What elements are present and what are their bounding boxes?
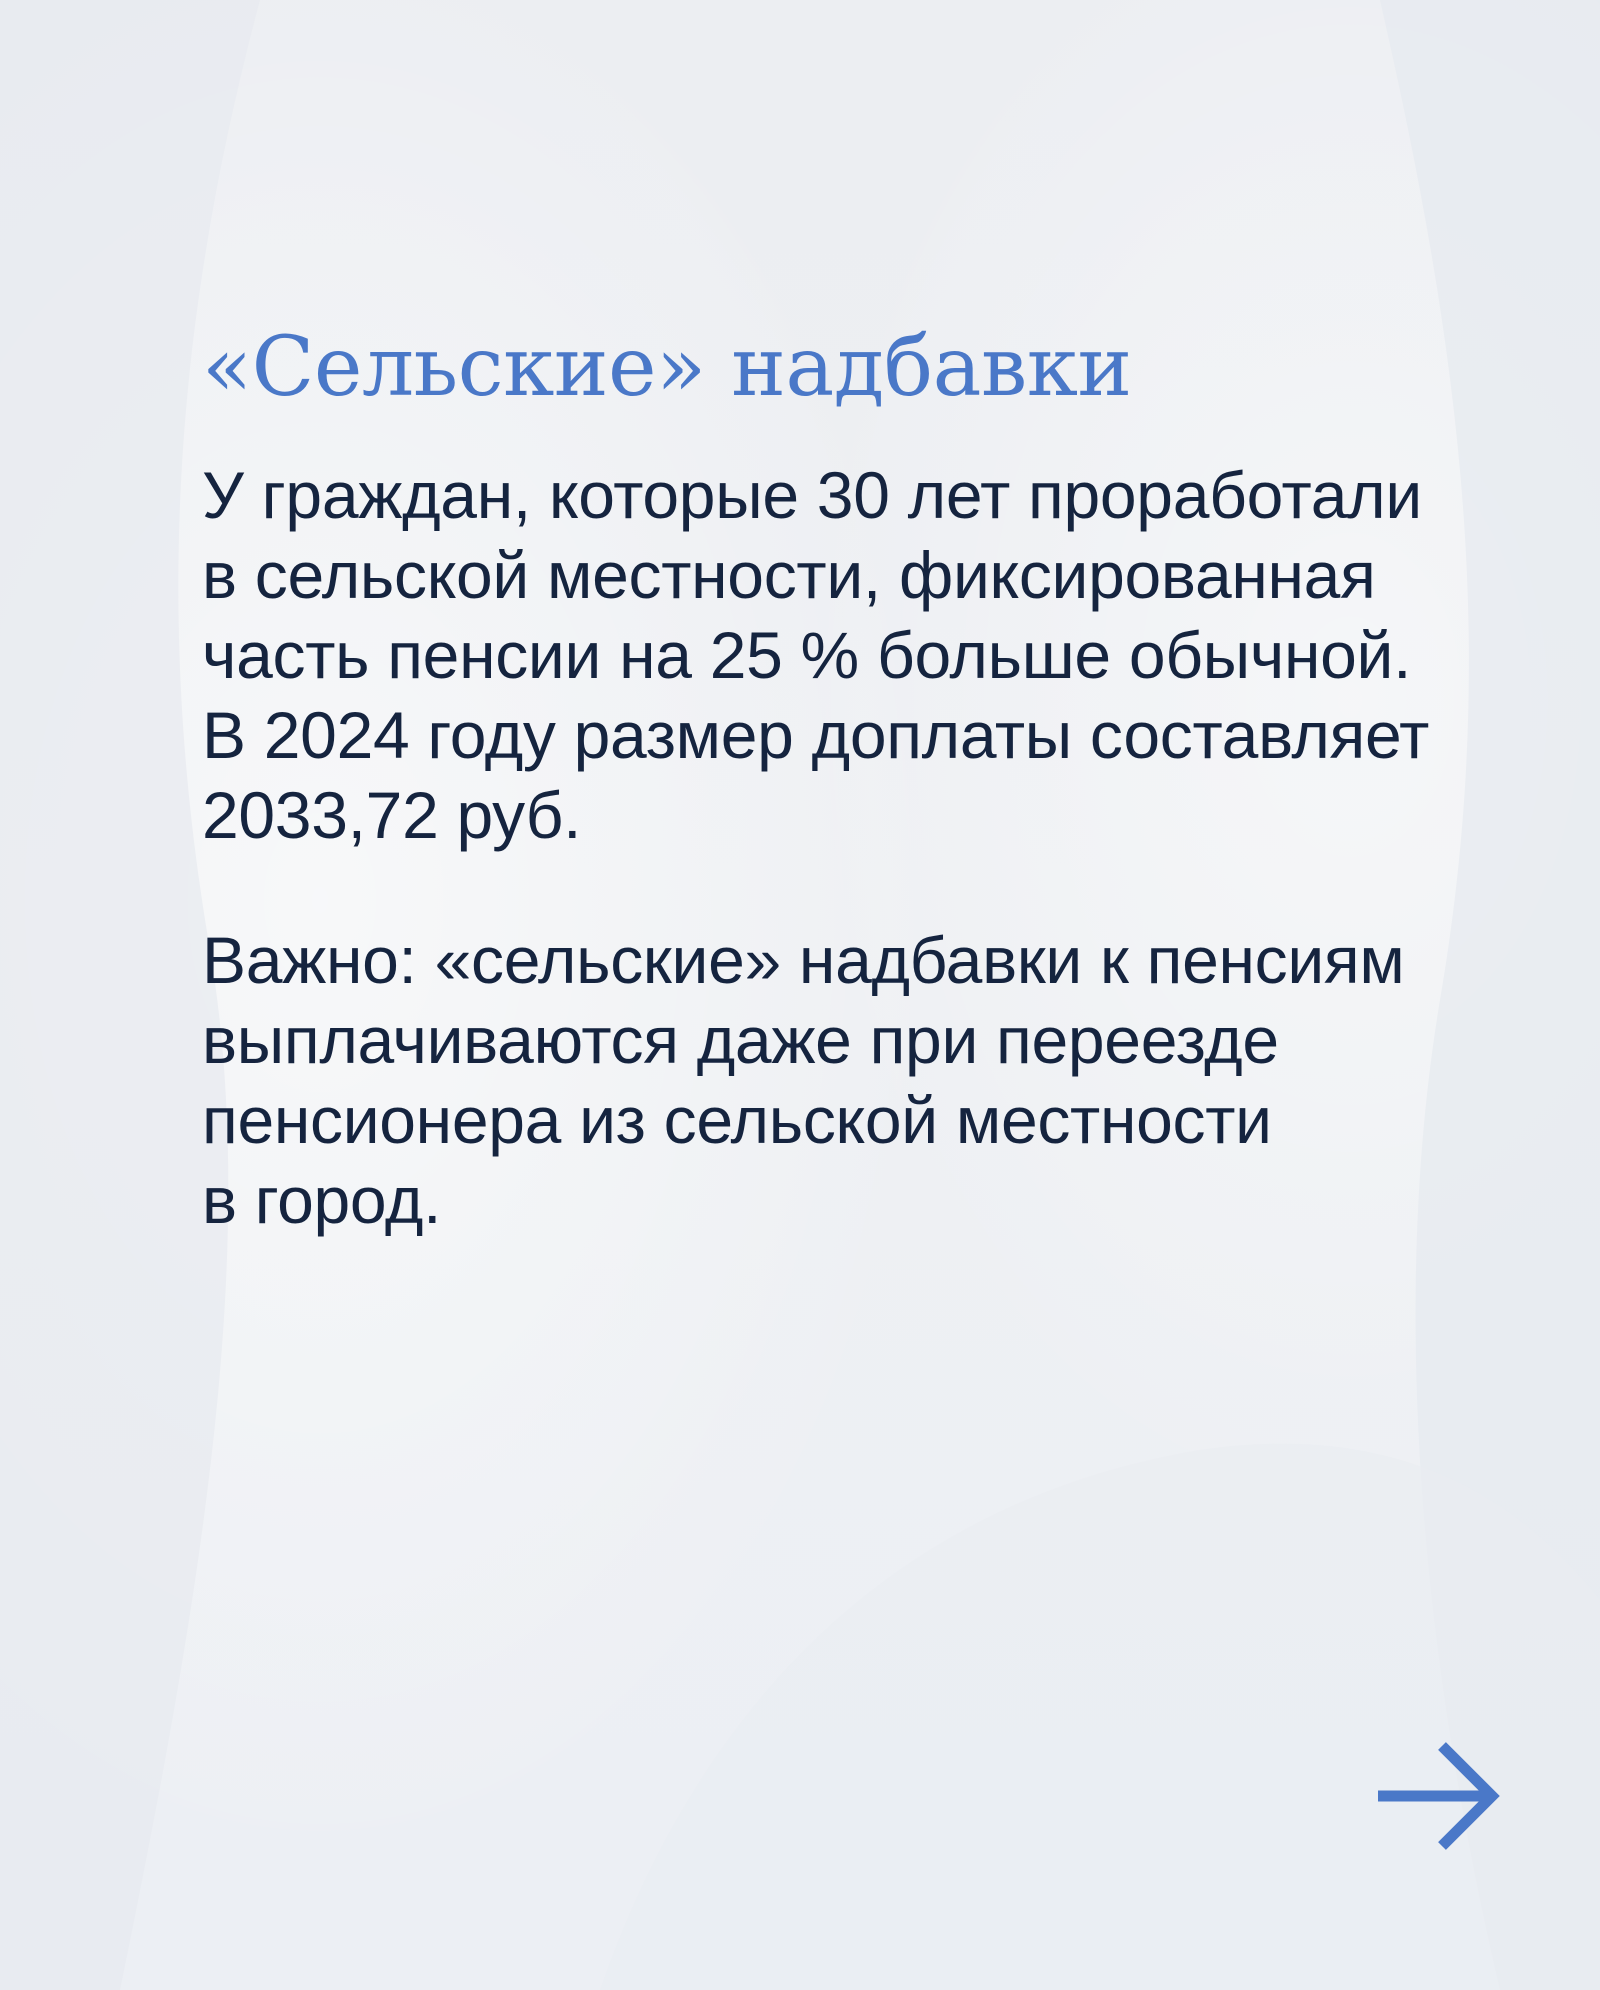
next-slide-button[interactable] <box>1372 1730 1504 1862</box>
paragraph-rural-supplement: У граждан, которые 30 лет проработали в сельской местности, фиксированная часть пенсии на 25 % больше обычной. В 2024 году размер доплаты составляет 2033,72 руб. <box>202 458 1430 852</box>
paragraph-important-note: Важно: «сельские» надбавки к пенсиям выплачиваются даже при переезде пенсионера из сельской местности в город. <box>202 923 1405 1237</box>
slide-title: «Сельские» надбавки <box>202 320 1132 415</box>
arrow-right-icon <box>1372 1730 1504 1862</box>
